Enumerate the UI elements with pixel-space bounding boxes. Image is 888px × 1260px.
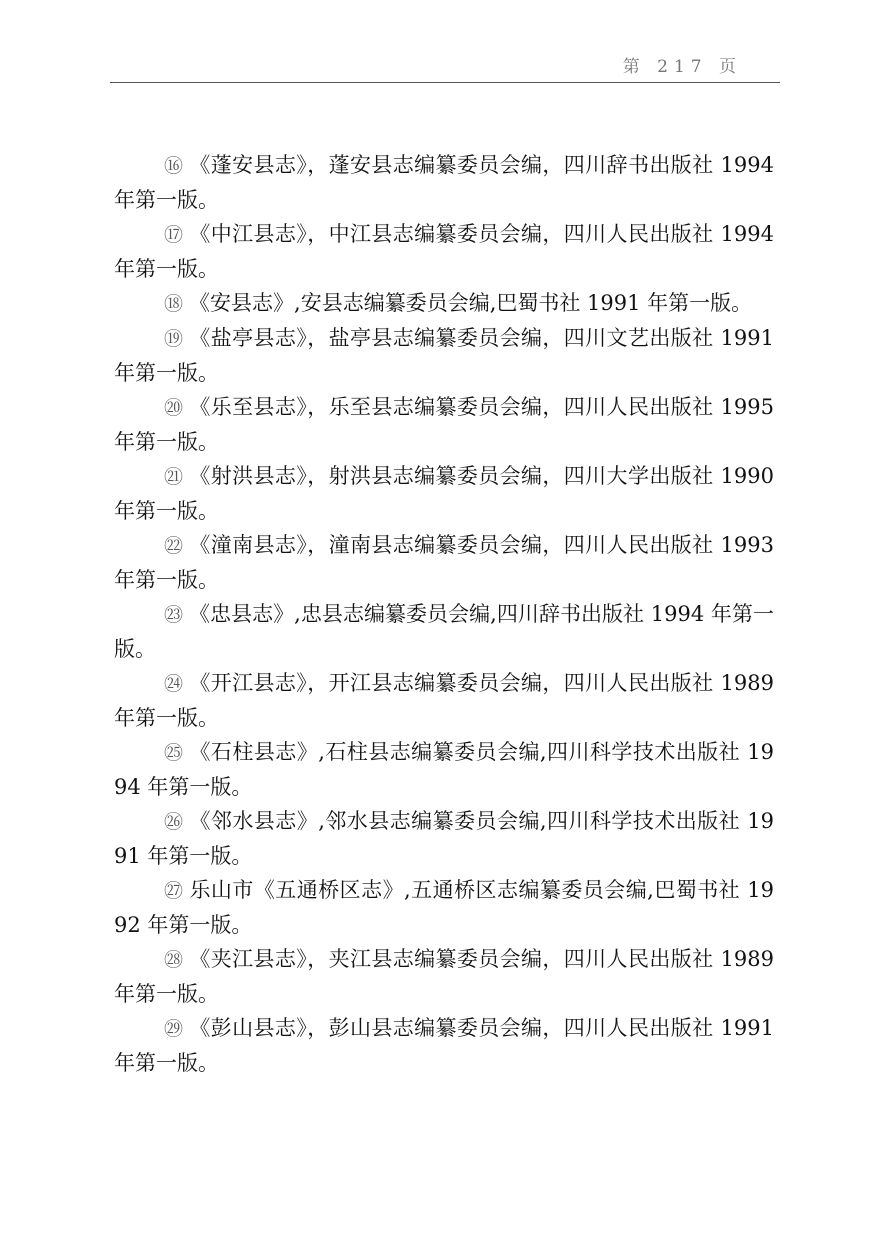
footnote-18 <box>114 286 774 321</box>
footnote-marker: ㉓ <box>164 604 184 626</box>
footnote-20 <box>114 390 774 459</box>
footnote-text: 《彭山县志》，彭山县志编纂委员会编，四川人民出版社 1991 年第一版。 <box>114 1016 774 1075</box>
footnote-26 <box>114 804 774 873</box>
footnote-marker: ㉖ <box>164 811 184 833</box>
footnote-marker: ㉔ <box>164 673 184 695</box>
page-number: 第 217 页 <box>622 57 742 77</box>
footnote-text: 《乐至县志》，乐至县志编纂委员会编，四川人民出版社 1995 年第一版。 <box>114 395 774 454</box>
footnote-text: 《忠县志》,忠县志编纂委员会编,四川辞书出版社 1994 年第一版。 <box>114 602 774 661</box>
footnote-19 <box>114 321 774 390</box>
footnote-24 <box>114 666 774 735</box>
footnote-text: 《射洪县志》，射洪县志编纂委员会编，四川大学出版社 1990 年第一版。 <box>114 464 774 523</box>
footnote-17 <box>114 217 774 286</box>
footnote-text: 《石柱县志》,石柱县志编纂委员会编,四川科学技术出版社 1994 年第一版。 <box>114 740 774 799</box>
footnote-27 <box>114 873 774 942</box>
footnote-text: 《邻水县志》,邻水县志编纂委员会编,四川科学技术出版社 1991 年第一版。 <box>114 809 774 868</box>
footnote-text: 《中江县志》，中江县志编纂委员会编，四川人民出版社 1994 年第一版。 <box>114 222 774 281</box>
footnote-16 <box>114 148 774 217</box>
footnote-marker: ㉒ <box>164 535 184 557</box>
footnote-marker: ⑲ <box>164 328 184 350</box>
footnote-23 <box>114 597 774 666</box>
footnote-list <box>114 148 774 1080</box>
header-divider <box>110 82 780 83</box>
page-header <box>112 52 780 82</box>
footnote-text: 《开江县志》，开江县志编纂委员会编，四川人民出版社 1989 年第一版。 <box>114 671 774 730</box>
footnote-25 <box>114 735 774 804</box>
footnote-marker: ㉗ <box>164 880 184 902</box>
footnote-marker: ⑰ <box>164 224 184 246</box>
footnote-marker: ⑳ <box>164 397 184 419</box>
footnote-marker: ㉘ <box>164 949 184 971</box>
footnote-marker: ㉑ <box>164 466 184 488</box>
footnote-29 <box>114 1011 774 1080</box>
footnote-marker: ㉙ <box>164 1018 184 1040</box>
footnote-marker: ㉕ <box>164 742 184 764</box>
footnote-22 <box>114 528 774 597</box>
footnote-marker: ⑯ <box>164 155 184 177</box>
footnote-28 <box>114 942 774 1011</box>
footnote-text: 《蓬安县志》，蓬安县志编纂委员会编，四川辞书出版社 1994 年第一版。 <box>114 153 774 212</box>
footnote-text: 《潼南县志》，潼南县志编纂委员会编，四川人民出版社 1993 年第一版。 <box>114 533 774 592</box>
footnote-text: 《安县志》,安县志编纂委员会编,巴蜀书社 1991 年第一版。 <box>189 291 753 315</box>
footnote-text: 《盐亭县志》，盐亭县志编纂委员会编，四川文艺出版社 1991 年第一版。 <box>114 326 774 385</box>
footnote-text: 乐山市《五通桥区志》,五通桥区志编纂委员会编,巴蜀书社 1992 年第一版。 <box>114 878 774 937</box>
footnote-text: 《夹江县志》，夹江县志编纂委员会编，四川人民出版社 1989 年第一版。 <box>114 947 774 1006</box>
footnote-marker: ⑱ <box>164 293 184 315</box>
footnote-21 <box>114 459 774 528</box>
